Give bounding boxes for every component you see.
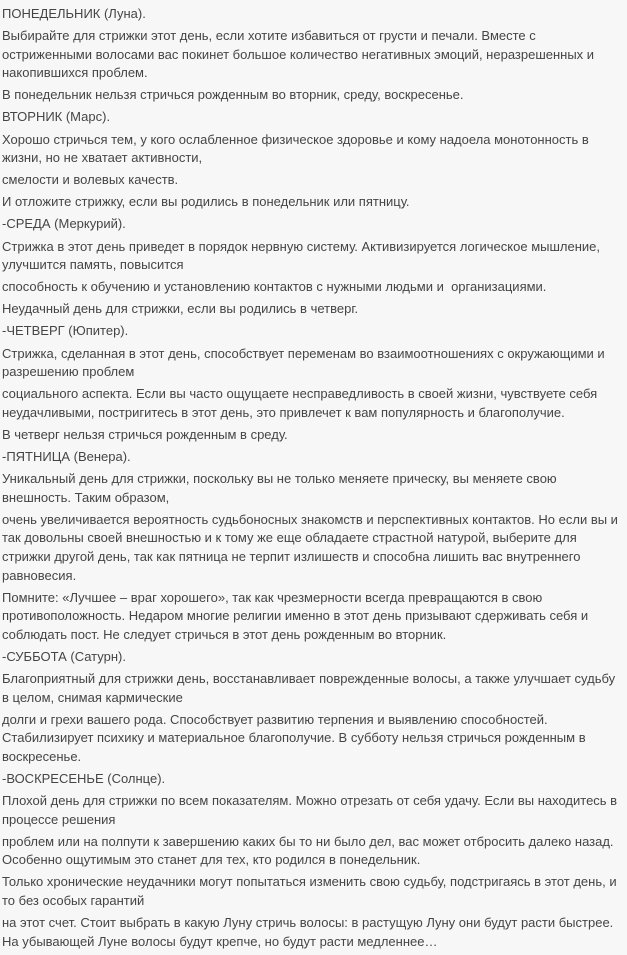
day-heading-monday: ПОНЕДЕЛЬНИК (Луна). xyxy=(2,6,146,21)
paragraph: на этот счет. Стоит выбрать в какую Луну стричь волосы: в растущую Луну они будут расти быстрее. На убывающей Луне волосы будут крепче, но будут расти медленнее… xyxy=(2,915,617,949)
paragraph: способность к обучению и установлению контактов с нужными людьми и организациями. xyxy=(2,279,547,295)
day-heading-wednesday: -СРЕДА (Меркурий). xyxy=(2,216,126,232)
paragraph: очень увеличивается вероятность судьбоносных знакомств и перспективных контактов. Но если вы и так довольны своей внешностью и к тому же еще обладаете страстной натурой, выберите для стрижки другой день, так как пятница не терпит излишеств и способна лишить вас внутреннего равновесия. xyxy=(2,511,622,583)
paragraph: В понедельник нельзя стричься рожденным во вторник, среду, воскресенье. xyxy=(2,87,464,103)
paragraph: И отложите стрижку, если вы родились в понедельник или пятницу. xyxy=(2,194,410,210)
paragraph: долги и грехи вашего рода. Способствует развитию терпения и выявлению способностей. Стабилизирует психику и материальное благополучие. В субботу нельзя стричься рожденным в воскресенье. xyxy=(2,711,590,764)
paragraph: Благоприятный для стрижки день, восстанавливает поврежденные волосы, а также улучшает судьбу в целом, снимая кармические xyxy=(2,671,619,705)
paragraph: проблем или на полпути к завершению каких бы то ни было дел, вас может отбросить далеко назад. Особенно ощутимым это станет для тех, кто родился в понедельник. xyxy=(2,833,618,868)
paragraph: Только хронические неудачники могут попытаться изменить свою судьбу, подстригаясь в этот день, и то без особых гарантий xyxy=(2,874,621,909)
day-heading-saturday: -СУББОТА (Сатурн). xyxy=(2,648,126,664)
paragraph: Помните: «Лучшее – враг хорошего», так как чрезмерности всегда превращаются в свою противоположность. Недаром многие религии именно в этот день призывают сдерживать себя и соблюдать пост. Не следует стричься в этот день рожденным во вторник. xyxy=(2,589,592,642)
paragraph: Выбирайте для стрижки этот день, если хотите избавиться от грусти и печали. Вместе с остриженными волосами вас покинет большое количество негативных эмоций, неразрешенных и накопившихся проблем. xyxy=(2,28,598,81)
paragraph: Стрижка, сделанная в этот день, способствует переменам во взаимоотношениях с окружающими и разрешению проблем xyxy=(2,345,609,380)
paragraph: В четверг нельзя стричься рожденным в среду. xyxy=(2,426,288,442)
paragraph: Плохой день для стрижки по всем показателям. Можно отрезать от себя удачу. Если вы находитесь в процессе решения xyxy=(2,793,621,827)
day-heading-friday: -ПЯТНИЦА (Венера). xyxy=(2,448,131,464)
paragraph: Неудачный день для стрижки, если вы родились в четверг. xyxy=(2,301,359,317)
day-heading-tuesday: ВТОРНИК (Марс). xyxy=(2,109,111,125)
day-heading-sunday: -ВОСКРЕСЕНЬЕ (Солнце). xyxy=(2,770,166,786)
paragraph: Уникальный день для стрижки, поскольку вы не только меняете прическу, вы меняете свою внешность. Таким образом, xyxy=(2,471,561,505)
paragraph: смелости и волевых качеств. xyxy=(2,172,179,188)
paragraph: Хорошо стричься тем, у кого ослабленное физическое здоровье и кому надоела монотонность в жизни, но не хватает активности, xyxy=(2,131,593,166)
day-heading-thursday: -ЧЕТВЕРГ (Юпитер). xyxy=(2,323,129,339)
paragraph: социального аспекта. Если вы часто ощущаете несправедливость в своей жизни, чувствуете себя неудачливыми, постригитесь в этот день, это привлечет к вам популярность и благополучие. xyxy=(2,386,601,420)
paragraph: Стрижка в этот день приведет в порядок нервную систему. Активизируется логическое мышление, улучшится память, повысится xyxy=(2,238,604,273)
